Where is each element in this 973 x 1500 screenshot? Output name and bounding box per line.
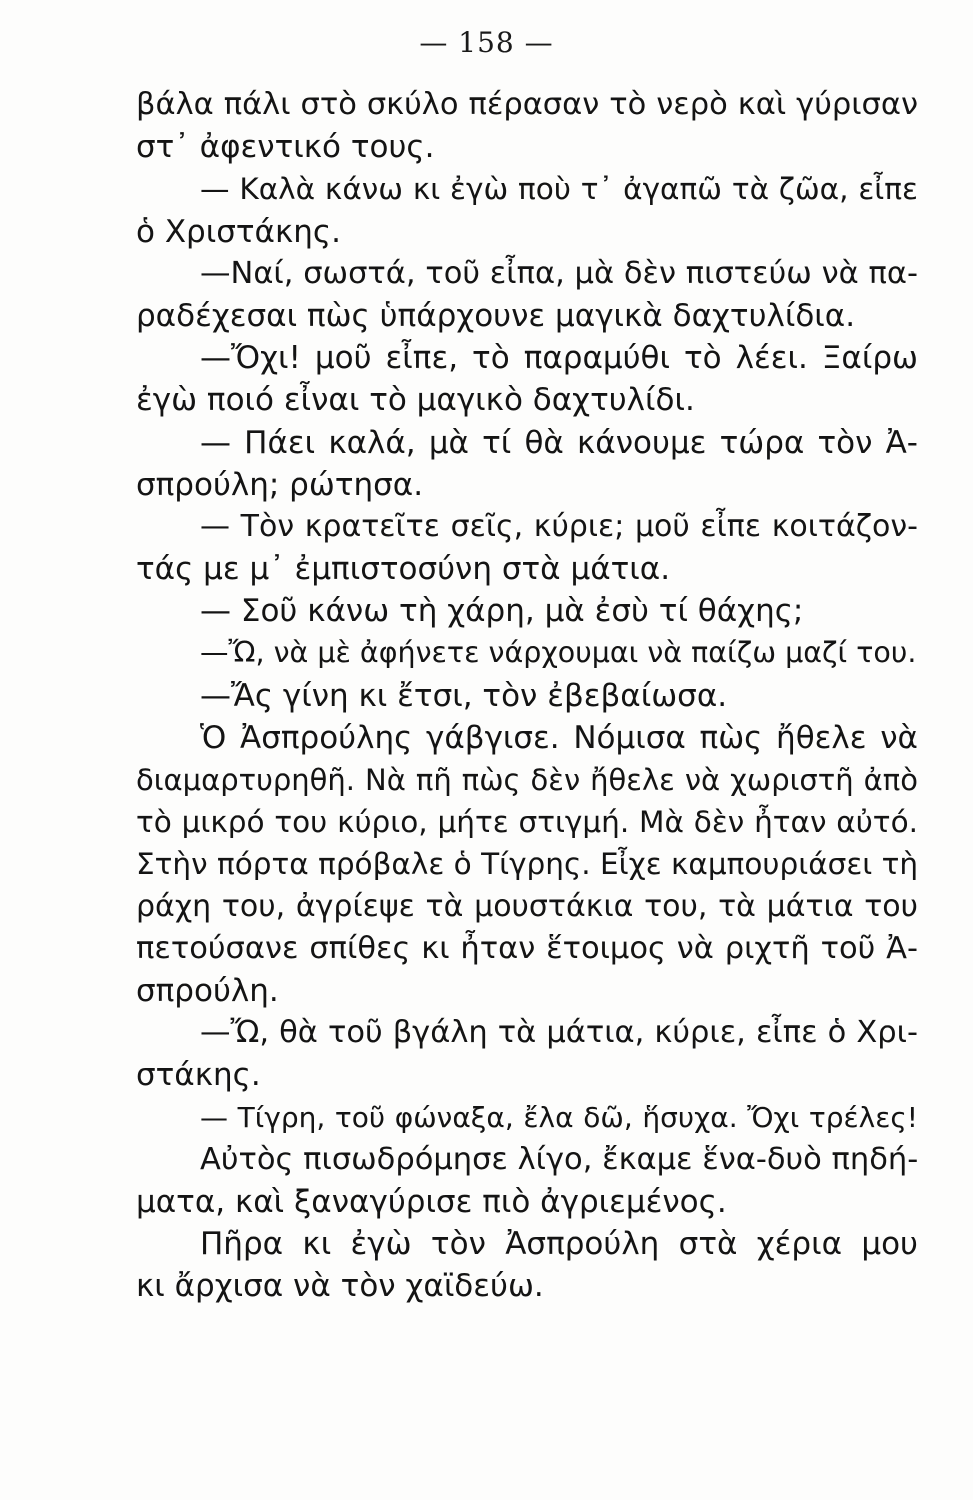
text-line: βάλα πάλι στὸ σκύλο πέρασαν τὸ νερὸ καὶ γύρισαν	[136, 87, 918, 122]
page-number: — 158 —	[419, 26, 554, 59]
text-line: διαμαρτυρηθῆ. Νὰ πῆ πὼς δὲν ἤθελε νὰ χωριστῆ ἀπὸ	[136, 763, 918, 797]
text-line: —Ναί, σωστά, τοῦ εἶπα, μὰ δὲν πιστεύω νὰ πα-	[200, 255, 918, 291]
text-line: — Καλὰ κάνω κι ἐγὼ ποὺ τ᾽ ἀγαπῶ τὰ ζῶα, εἶπε	[200, 172, 918, 207]
text-line: κι ἄρχισα νὰ τὸν χαϊδεύω.	[136, 1268, 544, 1305]
text-line: — Τίγρη, τοῦ φώναξα, ἔλα δῶ, ἥσυχα. Ὄχι τρέλες!	[200, 1100, 918, 1134]
text-line: ὁ Χριστάκης.	[136, 213, 341, 250]
text-line: σπρούλη.	[136, 972, 279, 1009]
text-line: — Τὸν κρατεῖτε σεῖς, κύριε; μοῦ εἶπε κοιτάζον-	[200, 508, 918, 544]
text-line: Πῆρα κι ἐγὼ τὸν Ἀσπρούλη στὰ χέρια μου	[200, 1226, 918, 1263]
text-line: —Ὤ, νὰ μὲ ἀφήνετε νάρχουμαι νὰ παίζω μαζί του.	[200, 636, 917, 670]
text-line: τὸ μικρό του κύριο, μήτε στιγμή. Μὰ δὲν ἦταν αὐτό.	[136, 805, 918, 840]
text-line: —Ὤ, θὰ τοῦ βγάλη τὰ μάτια, κύριε, εἶπε ὁ Χρι-	[200, 1015, 918, 1051]
text-line: Αὐτὸς πισωδρόμησε λίγο, ἔκαμε ἕνα-δυὸ πηδή-	[200, 1141, 919, 1177]
text-line: στάκης.	[136, 1057, 261, 1094]
text-line: — Σοῦ κάνω τὴ χάρη, μὰ ἐσὺ τί θάχης;	[200, 593, 804, 630]
text-line: ἐγὼ ποιό εἶναι τὸ μαγικὸ δαχτυλίδι.	[136, 382, 695, 419]
text-line: τάς με μ᾽ ἐμπιστοσύνη στὰ μάτια.	[136, 551, 671, 588]
text-line: —Ὄχι! μοῦ εἶπε, τὸ παραμύθι τὸ λέει. Ξαίρω	[200, 340, 918, 377]
text-line: πετούσανε σπίθες κι ἦταν ἕτοιμος νὰ ριχτῆ τοῦ Ἀ-	[136, 930, 918, 966]
text-line: Στὴν πόρτα πρόβαλε ὁ Τίγρης. Εἶχε καμπουριάσει τὴ	[136, 847, 919, 882]
text-line: — Πάει καλά, μὰ τί θὰ κάνουμε τώρα τὸν Ἀ-	[200, 424, 918, 461]
body-text	[136, 84, 918, 1307]
text-line: ματα, καὶ ξαναγύρισε πιὸ ἀγριεμένος.	[136, 1183, 727, 1220]
text-line: Ὁ Ἀσπρούλης γάβγισε. Νόμισα πὼς ἤθελε νὰ	[200, 719, 918, 756]
text-line: —Ἄς γίνη κι ἔτσι, τὸν ἐβεβαίωσα.	[200, 677, 728, 714]
text-line: στ᾽ ἀφεντικό τους.	[136, 129, 435, 166]
text-line: ράχη του, ἀγρίεψε τὰ μουστάκια του, τὰ μάτια του	[136, 888, 918, 924]
text-line: ραδέχεσαι πὼς ὑπάρχουνε μαγικὰ δαχτυλίδια.	[136, 297, 856, 334]
text-line: σπρούλη; ρώτησα.	[136, 466, 424, 503]
